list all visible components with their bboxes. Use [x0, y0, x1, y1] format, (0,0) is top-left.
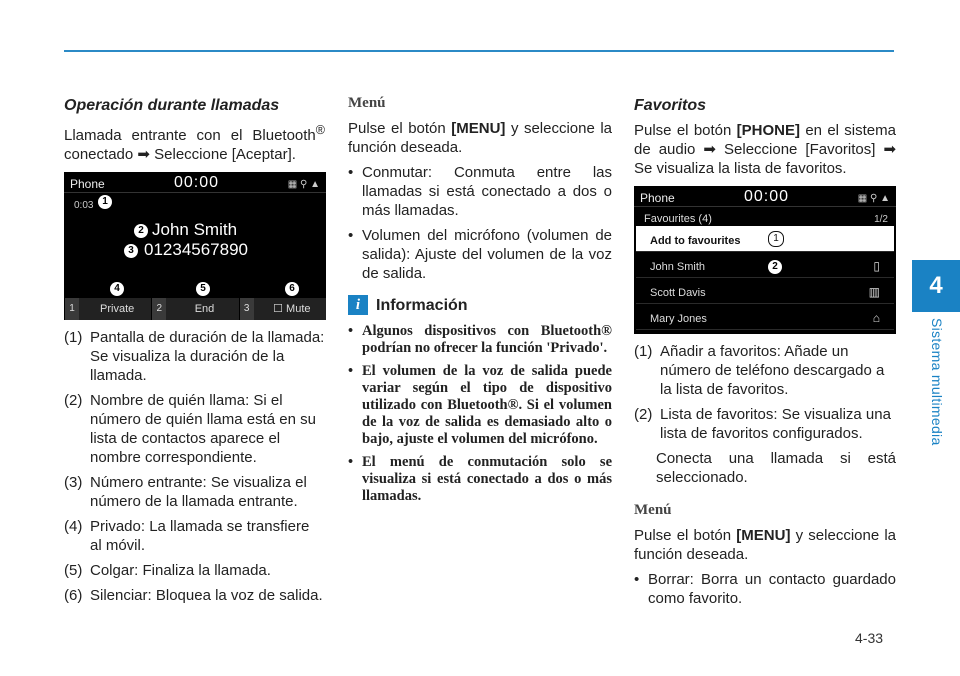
menu-heading: Menú: [634, 502, 672, 518]
arrow-icon: ➡: [883, 141, 897, 158]
info-text: El menú de conmutación solo se visualiza si está conectado a dos o más llamadas.: [362, 454, 612, 504]
column-2: [348, 90, 612, 511]
callout-3: 3: [124, 244, 138, 258]
item-text: Pantalla de duración de la llamada: Se visualiza la duración de la llamada.: [90, 329, 325, 384]
list-item: [348, 163, 612, 220]
list-item: [64, 473, 325, 511]
list-item: [64, 328, 325, 385]
softkey-label: End: [194, 303, 215, 315]
item-text: Añadir a favoritos: Añade un número de teléfono descargado a la lista de favoritos.: [660, 343, 885, 398]
chapter-tab[interactable]: 4: [912, 260, 960, 312]
list-title: Favourites (4): [644, 213, 712, 225]
intro-text-4: Se visualiza la lista de favoritos.: [634, 160, 847, 177]
call-timer: 0:03: [74, 200, 94, 211]
softkey-private[interactable]: [64, 298, 151, 320]
item-number: (5): [64, 562, 83, 579]
item-number: (2): [64, 392, 83, 409]
call-softkeys: [64, 298, 326, 320]
status-icons: ▦ ⚲ ▲: [857, 193, 890, 204]
item-text: Silenciar: Bloquea la voz de salida.: [90, 587, 323, 604]
page-indicator: 1/2: [874, 214, 888, 225]
intro-text-3: Seleccione [Aceptar].: [154, 146, 296, 163]
item-number: (1): [634, 343, 653, 360]
row-text: John Smith: [650, 261, 706, 273]
intro-text-2: en el sistema de audio: [634, 122, 896, 158]
bullet-dot: •: [348, 363, 354, 379]
registered-mark: ®: [315, 123, 325, 137]
screen-title: Phone: [640, 191, 675, 205]
item-number: (4): [64, 518, 83, 535]
row-text: Add to favourites: [650, 235, 741, 247]
caller-number: 01234567890: [144, 240, 249, 259]
bullet-dot: •: [348, 454, 354, 470]
bullet-text: Conmutar: Conmuta entre las llamadas si está conectado a dos o más llamadas.: [362, 164, 612, 219]
column-3: [634, 90, 896, 614]
callout-6: 6: [285, 282, 299, 296]
softkey-label: ☐ Mute: [273, 303, 311, 315]
column-1: [64, 90, 325, 611]
intro-text-3: Seleccione [Favoritos]: [724, 141, 876, 158]
call-items-list: [64, 328, 325, 605]
softkey-number: 3: [240, 298, 254, 320]
callout-2: 2: [768, 260, 782, 274]
bullet-text: Borrar: Borra un contacto guardado como favorito.: [648, 571, 896, 607]
intro-text: Pulse el botón: [634, 122, 732, 139]
info-header: [348, 295, 612, 315]
info-text: Algunos dispositivos con Bluetooth® podrían no ofrecer la función 'Privado'.: [362, 323, 612, 356]
intro-text: Llamada entrante con el Bluetooth: [64, 127, 316, 144]
softkey-number: 2: [152, 298, 166, 320]
screen-status-bar: [634, 186, 896, 207]
status-icons: ▦ ⚲ ▲: [287, 179, 320, 190]
row-text: Mary Jones: [650, 313, 707, 325]
favourite-row[interactable]: [636, 252, 894, 278]
favorites-intro: [634, 121, 896, 178]
call-screen: [64, 172, 326, 320]
row-text: Scott Davis: [650, 287, 706, 299]
intro-text-2: conectado: [64, 146, 134, 163]
info-bullets: [348, 323, 612, 505]
item-number: (6): [64, 587, 83, 604]
info-text: El volumen de la voz de salida puede variar según el tipo de dispositivo utilizado con Bluetooth®. Si el volumen de la voz de salida es demasiado alto o bajo, ajuste el volumen del micrófono.: [362, 363, 612, 447]
menu-key: [MENU]: [736, 527, 791, 544]
info-icon: i: [348, 295, 368, 315]
header-rule: [64, 50, 894, 52]
mobile-icon: ▯: [873, 259, 880, 273]
arrow-icon: ➡: [137, 146, 150, 163]
item-text: Colgar: Finaliza la llamada.: [90, 562, 271, 579]
phone-key: [PHONE]: [736, 122, 801, 139]
screen-clock: 00:00: [174, 174, 220, 191]
screen-clock: 00:00: [744, 188, 790, 205]
list-item: [634, 570, 896, 608]
bullet-dot: •: [348, 323, 354, 339]
bullet-text: Volumen del micrófono (volumen de salida): Ajuste del volumen de la voz de salida.: [362, 227, 612, 282]
item-text: Lista de favoritos: Se visualiza una lista de favoritos configurados.: [660, 406, 891, 442]
menu-bullets: [348, 163, 612, 283]
list-item: [348, 454, 612, 505]
item-number: (1): [64, 329, 83, 346]
bullet-dot: •: [348, 227, 354, 244]
menu-paragraph: [634, 526, 896, 564]
softkey-mute[interactable]: [239, 298, 326, 320]
menu-text-2: y seleccione la función deseada.: [634, 527, 897, 563]
list-item: [64, 517, 325, 555]
list-item: [64, 391, 325, 467]
list-item: [64, 586, 325, 605]
favorites-screen: [634, 186, 896, 334]
list-item: [348, 363, 612, 448]
callout-5: 5: [196, 282, 210, 296]
list-item: [348, 323, 612, 357]
softkey-end[interactable]: [151, 298, 238, 320]
favorites-items-list: [634, 342, 896, 443]
list-item: [64, 561, 325, 580]
screen-title: Phone: [70, 177, 105, 191]
bullet-dot: •: [634, 571, 640, 588]
menu-paragraph: [348, 119, 612, 157]
page-number: 4-33: [855, 630, 884, 646]
menu-text: Pulse el botón: [348, 120, 446, 137]
list-item: [348, 226, 612, 283]
menu-bullets: [634, 570, 896, 608]
screen-status-bar: [64, 172, 326, 193]
callout-4: 4: [110, 282, 124, 296]
item-number: (3): [64, 474, 83, 491]
home-icon: ⌂: [872, 311, 880, 325]
callout-2: 2: [134, 224, 148, 238]
callout-1: 1: [768, 231, 784, 247]
add-favourite-row[interactable]: [636, 226, 894, 252]
list-item: [634, 405, 896, 443]
section-heading-favorites: Favoritos: [634, 97, 707, 114]
section-heading-calls: Operación durante llamadas: [64, 97, 280, 114]
list-item: [634, 342, 896, 399]
item-text: Privado: La llamada se transfiere al móvil.: [90, 518, 310, 554]
favorites-note: Conecta una llamada si está seleccionado.: [656, 450, 896, 486]
softkey-label: Private: [100, 303, 135, 315]
callout-1: 1: [98, 195, 112, 209]
favourite-row[interactable]: [636, 278, 894, 304]
menu-text-2: y seleccione la función deseada.: [348, 120, 613, 156]
chapter-title: Sistema multimedia: [929, 318, 945, 446]
intro-paragraph: [64, 121, 325, 164]
item-text: Número entrante: Se visualiza el número de la llamada entrante.: [90, 474, 307, 510]
softkey-number: 1: [65, 298, 79, 320]
caller-name: John Smith: [152, 220, 238, 239]
menu-text: Pulse el botón: [634, 527, 732, 544]
menu-heading: Menú: [348, 95, 386, 111]
arrow-icon: ➡: [703, 141, 716, 158]
favourite-row[interactable]: [636, 304, 894, 330]
item-number: (2): [634, 406, 653, 423]
item-text: Nombre de quién llama: Si el número de quién llama está en su lista de contactos aparece el nombre correspondiente.: [90, 392, 316, 466]
info-title: Información: [376, 296, 468, 314]
menu-key: [MENU]: [451, 120, 506, 137]
bullet-dot: •: [348, 164, 354, 181]
office-icon: ▥: [868, 285, 880, 299]
